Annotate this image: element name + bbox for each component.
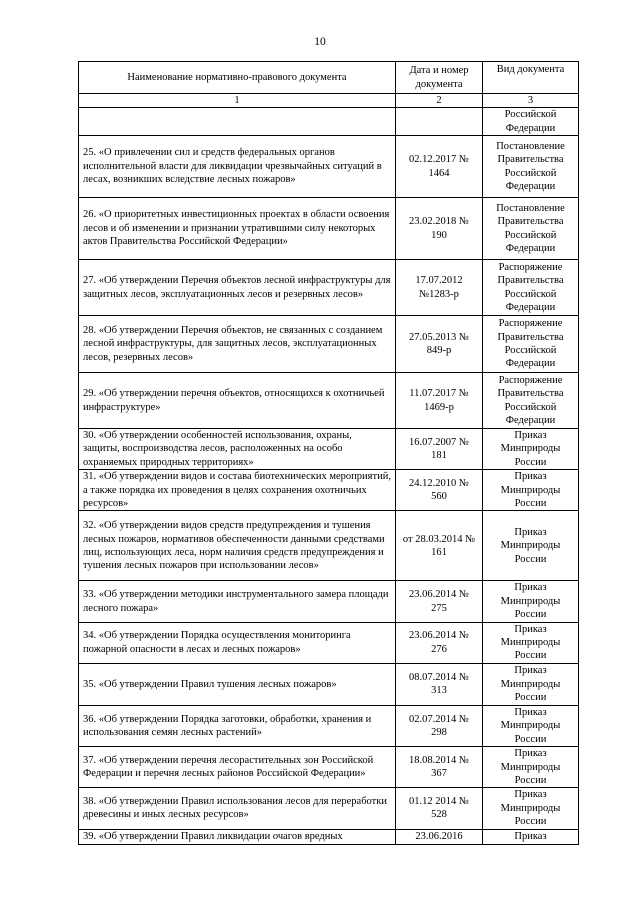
document-name-cell: 31. «Об утверждении видов и состава биотехнических мероприятий, а также порядка их проведения в целях сохранения охотничьих ресурсов»	[79, 470, 396, 511]
document-date-cell: 11.07.2017 № 1469-р	[396, 373, 483, 429]
table-row	[79, 705, 579, 746]
document-type-cell: Постановление Правительства Российской Федерации	[483, 198, 579, 260]
document-name-cell: 28. «Об утверждении Перечня объектов, не связанных с созданием лесной инфраструктуры, для защитных лесов, эксплуатационных лесов, резервных лесов»	[79, 316, 396, 373]
table-row	[79, 663, 579, 705]
document-type-cell: Распоряжение Правительства Российской Федерации	[483, 260, 579, 316]
header-name: Наименование нормативно-правового документа	[79, 62, 396, 94]
document-date-cell: 02.07.2014 № 298	[396, 705, 483, 746]
document-name-cell	[79, 108, 396, 136]
table-row	[79, 198, 579, 260]
document-name-cell: 37. «Об утверждении перечня лесорастительных зон Российской Федерации и перечня лесных районов Российской Федерации»	[79, 747, 396, 788]
document-type-cell: Приказ Минприроды России	[483, 511, 579, 581]
table-row	[79, 511, 579, 581]
document-type-cell: Приказ	[483, 829, 579, 844]
document-type-cell: Приказ Минприроды России	[483, 622, 579, 663]
document-type-cell: Приказ Минприроды России	[483, 663, 579, 705]
column-number: 3	[483, 94, 579, 108]
document-type-cell: Приказ Минприроды России	[483, 429, 579, 470]
document-date-cell: 18.08.2014 № 367	[396, 747, 483, 788]
header-type: Вид документа	[483, 62, 579, 94]
documents-table	[78, 61, 579, 845]
document-date-cell	[396, 108, 483, 136]
document-type-cell: Приказ Минприроды России	[483, 581, 579, 622]
document-type-cell: Приказ Минприроды России	[483, 705, 579, 746]
document-name-cell: 39. «Об утверждении Правил ликвидации очагов вредных	[79, 829, 396, 844]
table-header-row	[79, 62, 579, 94]
document-name-cell: 36. «Об утверждении Порядка заготовки, обработки, хранения и использования семян лесных растений»	[79, 705, 396, 746]
table-row	[79, 373, 579, 429]
document-date-cell: 23.06.2014 № 276	[396, 622, 483, 663]
document-name-cell: 30. «Об утверждении особенностей использования, охраны, защиты, воспроизводства лесов, расположенных на особо охраняемых природных территориях»	[79, 429, 396, 470]
column-number-row	[79, 94, 579, 108]
table-row	[79, 788, 579, 829]
document-type-cell: Российской Федерации	[483, 108, 579, 136]
document-date-cell: 23.06.2016	[396, 829, 483, 844]
document-type-cell: Приказ Минприроды России	[483, 788, 579, 829]
table-row	[79, 747, 579, 788]
document-name-cell: 33. «Об утверждении методики инструментального замера площади лесного пожара»	[79, 581, 396, 622]
document-date-cell: 23.06.2014 № 275	[396, 581, 483, 622]
document-date-cell: 23.02.2018 № 190	[396, 198, 483, 260]
table-row	[79, 622, 579, 663]
page-number: 10	[314, 36, 326, 48]
document-type-cell: Приказ Минприроды России	[483, 747, 579, 788]
document-type-cell: Постановление Правительства Российской Федерации	[483, 136, 579, 198]
table-row	[79, 429, 579, 470]
column-number: 1	[79, 94, 396, 108]
document-date-cell: 08.07.2014 № 313	[396, 663, 483, 705]
document-date-cell: 16.07.2007 № 181	[396, 429, 483, 470]
document-name-cell: 26. «О приоритетных инвестиционных проектах в области освоения лесов и об изменении и признании утратившими силу некоторых актов Правительства Российской Федерации»	[79, 198, 396, 260]
table-row	[79, 108, 579, 136]
document-type-cell: Приказ Минприроды России	[483, 470, 579, 511]
table-row	[79, 581, 579, 622]
table-row	[79, 136, 579, 198]
document-name-cell: 34. «Об утверждении Порядка осуществления мониторинга пожарной опасности в лесах и лесных пожаров»	[79, 622, 396, 663]
document-name-cell: 38. «Об утверждении Правил использования лесов для переработки древесины и иных лесных ресурсов»	[79, 788, 396, 829]
table-row	[79, 260, 579, 316]
document-date-cell: от 28.03.2014 № 161	[396, 511, 483, 581]
document-date-cell: 17.07.2012 №1283-р	[396, 260, 483, 316]
document-date-cell: 27.05.2013 № 849-р	[396, 316, 483, 373]
document-type-cell: Распоряжение Правительства Российской Федерации	[483, 373, 579, 429]
column-number: 2	[396, 94, 483, 108]
document-date-cell: 24.12.2010 № 560	[396, 470, 483, 511]
document-name-cell: 27. «Об утверждении Перечня объектов лесной инфраструктуры для защитных лесов, эксплуатационных лесов и резервных лесов»	[79, 260, 396, 316]
document-name-cell: 32. «Об утверждении видов средств предупреждения и тушения лесных пожаров, нормативов обеспеченности данными средствами лиц, использующих леса, норм наличия средств предупреждения и тушения лесных пожаров при использовании лесов»	[79, 511, 396, 581]
document-type-cell: Распоряжение Правительства Российской Федерации	[483, 316, 579, 373]
table-row	[79, 316, 579, 373]
document-name-cell: 25. «О привлечении сил и средств федеральных органов исполнительной власти для ликвидации чрезвычайных ситуаций в лесах, возникших вследствие лесных пожаров»	[79, 136, 396, 198]
table-row	[79, 470, 579, 511]
document-date-cell: 01.12 2014 № 528	[396, 788, 483, 829]
document-name-cell: 29. «Об утверждении перечня объектов, относящихся к охотничьей инфраструктуре»	[79, 373, 396, 429]
header-date: Дата и номер документа	[396, 62, 483, 94]
document-name-cell: 35. «Об утверждении Правил тушения лесных пожаров»	[79, 663, 396, 705]
table-row	[79, 829, 579, 844]
document-date-cell: 02.12.2017 № 1464	[396, 136, 483, 198]
